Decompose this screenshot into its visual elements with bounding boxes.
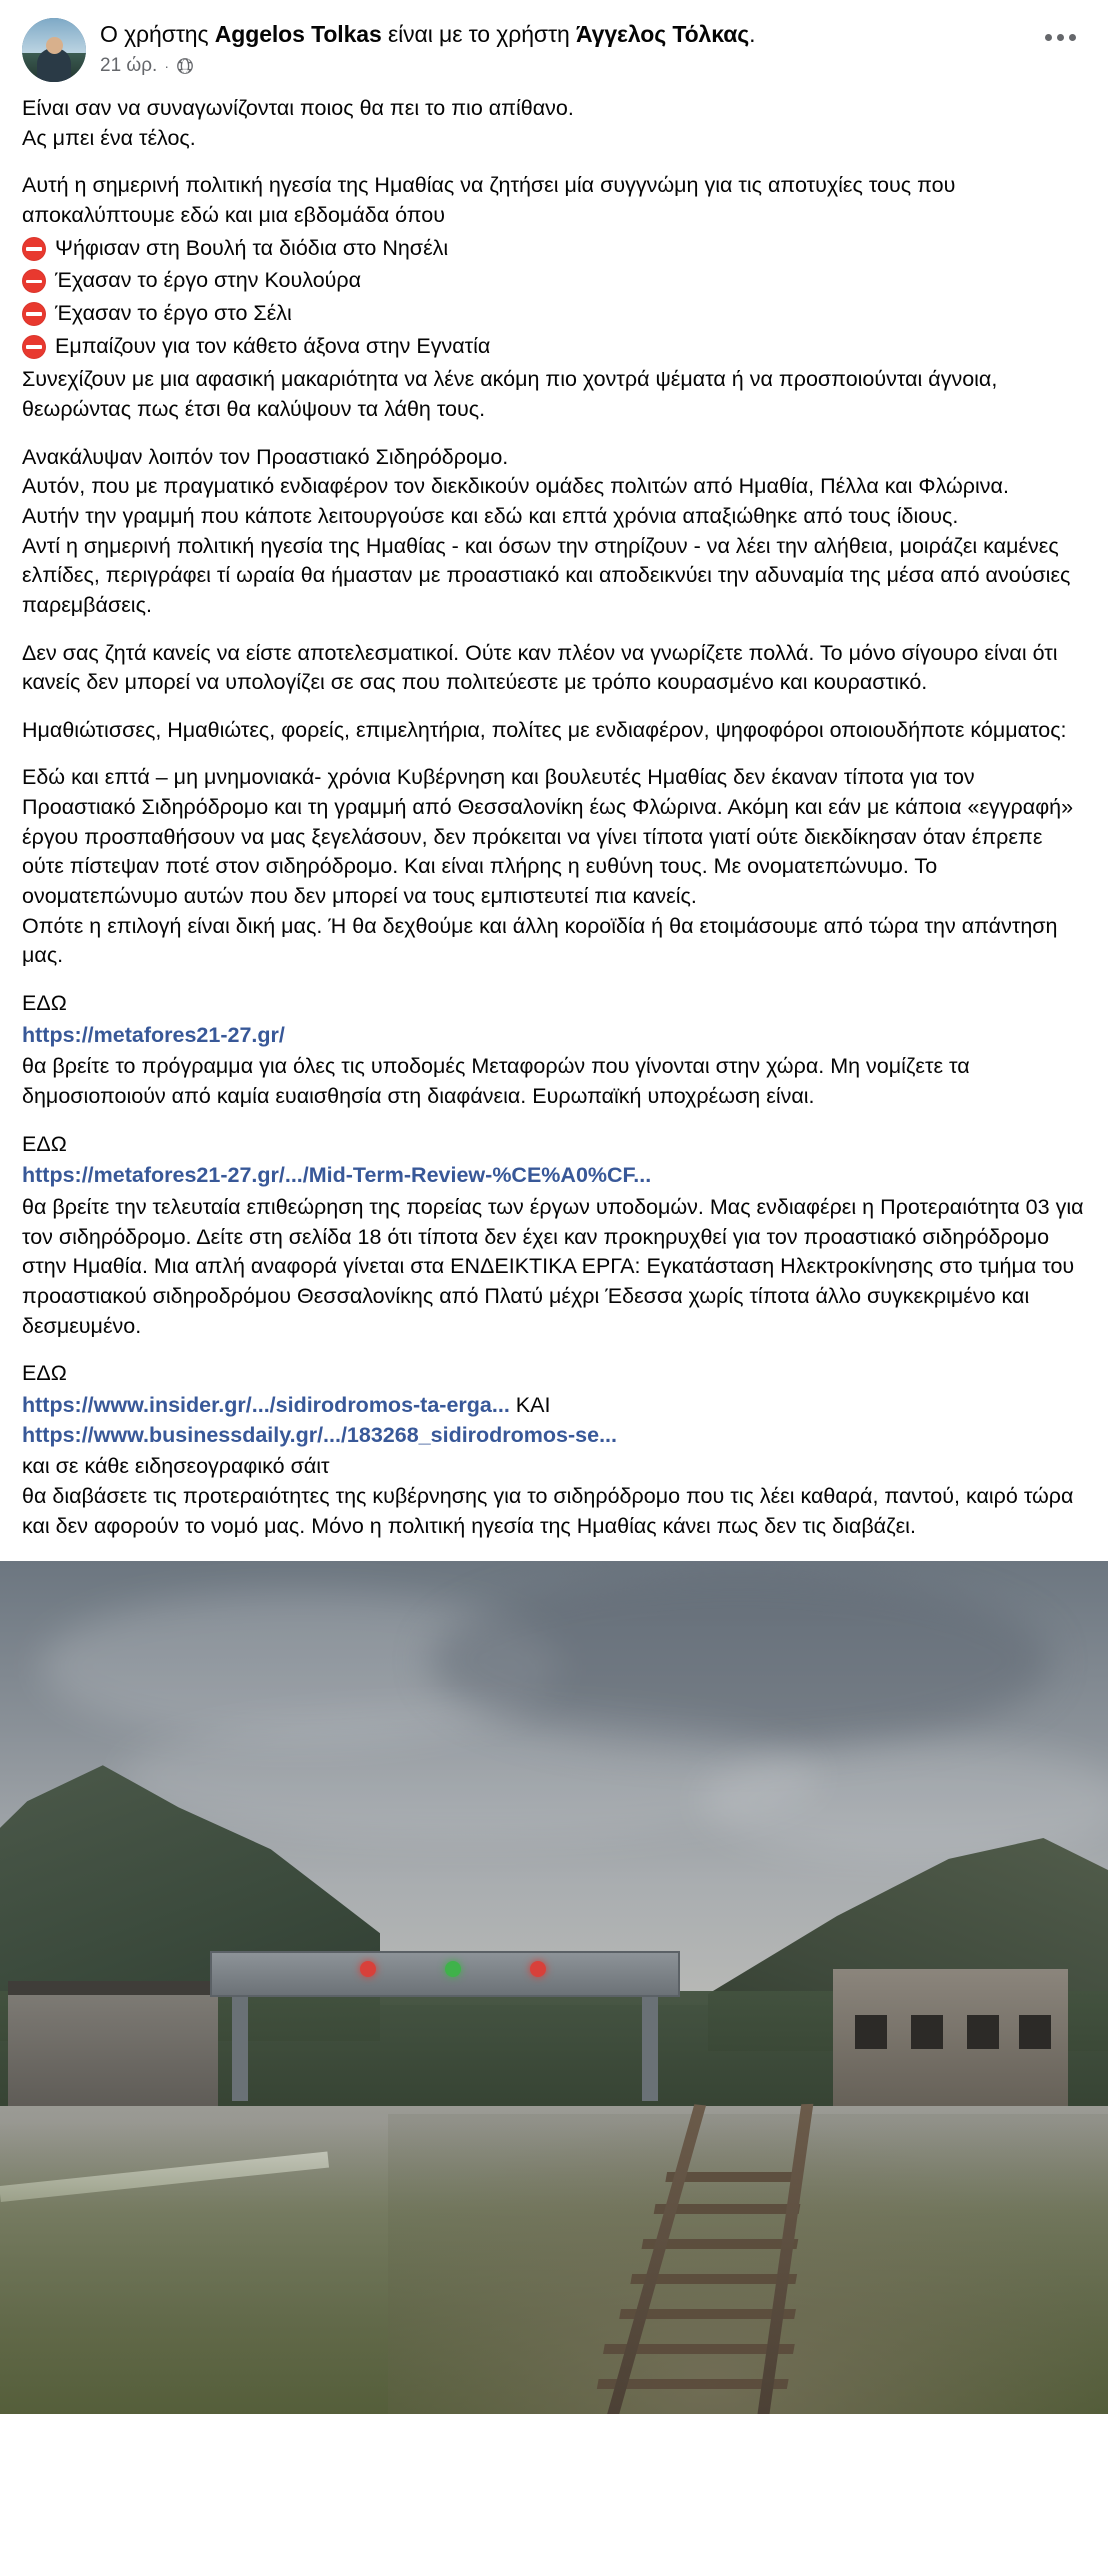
paragraph [22, 716, 1086, 746]
no-entry-icon [22, 237, 46, 261]
list-item-label: Έχασαν το έργο στο Σέλι [55, 300, 292, 325]
byline [100, 20, 1086, 50]
text-line: Ανακάλυψαν λοιπόν τον Προαστιακό Σιδηρόδρομο. [22, 444, 509, 469]
list-item [22, 332, 1086, 362]
photo-gantry-leg [642, 1997, 658, 2101]
text-line: θα βρείτε την τελευταία επιθεώρηση της πορείας των έργων υποδομών. Μας ενδιαφέρει η Προτεραιότητα 03 για τον σιδηρόδρομο. Δείτε στη σελίδα 18 ότι τίποτα δεν έχει καν προκηρυχθεί για τον προαστιακό σιδηρόδρομο στην Ημαθία. Μια απλή αναφορά γίνεται στα ΕΝΔΕΙΚΤΙΚΑ ΕΡΓΑ: Εγκατάσταση Ηλεκτροκίνησης στο τμήμα του προαστιακού σιδηροδρόμου Θεσσαλονίκης από Πλατύ μέχρι Έδεσσα χωρίς τίποτα άλλο συγκεκριμένο και δεσμευμένο. [22, 1195, 1084, 1338]
post-body [0, 86, 1108, 1541]
post-photo[interactable] [0, 1561, 1108, 2414]
paragraph [22, 365, 1086, 424]
no-entry-icon [22, 302, 46, 326]
photo-gantry-leg [232, 1997, 248, 2101]
paragraph [22, 171, 1086, 230]
text-line: και σε κάθε ειδησεογραφικό σάιτ [22, 1454, 330, 1479]
text-line: θα βρείτε το πρόγραμμα για όλες τις υποδομές Μεταφορών που γίνονται στην χώρα. Μη νομίζετε τα δημοσιοποιούν από καμία ευαισθησία στη διαφάνεια. Ευρωπαϊκή υποχρέωση είναι. [22, 1054, 970, 1109]
text-line: Εδώ και επτά – μη μνημονιακά- χρόνια Κυβέρνηση και βουλευτές Ημαθίας δεν έκαναν τίποτα για τον Προαστιακό Σιδηρόδρομο και τη γραμμή από Θεσσαλονίκη έως Φλώρινα. Ακόμη και εάν με κάποια «εγγραφή» έργου προσπαθήσουν να μας ξεγελάσουν, δεν πρόκειται να γίνει τίποτα γιατί ούτε διεκδίκησαν όταν έπρεπε ούτε πίστεψαν ποτέ στον σιδηρόδρομο. Και είναι πλήρης η ευθύνη τους. Με ονοματεπώνυμο. Το ονοματεπώνυμο αυτών που δεν μπορεί να τους εμπιστευτεί πια κανείς. [22, 765, 1074, 909]
text-line: Αυτή η σημερινή πολιτική ηγεσία της Ημαθίας να ζητήσει μία συγγνώμη για τις αποτυχίες τους που αποκαλύπτουμε εδώ και μια εβδομάδα όπου [22, 173, 956, 227]
link-row [22, 1391, 1086, 1421]
timestamp[interactable]: 21 ώρ. [100, 54, 158, 76]
list-item [22, 234, 1086, 264]
post-meta [100, 55, 1086, 77]
byline-prefix: Ο χρήστης [100, 21, 209, 47]
avatar-head [46, 37, 63, 54]
photo-rail [755, 2104, 814, 2414]
coauthor-name[interactable]: Άγγελος Τόλκας [576, 21, 750, 47]
list-item [22, 266, 1086, 296]
list-item-label: Εμπαίζουν για τον κάθετο άξονα στην Εγνατία [55, 333, 491, 358]
more-dot [1045, 34, 1052, 41]
photo-gantry-beam [210, 1951, 680, 1997]
text-line: Ημαθιώτισσες, Ημαθιώτες, φορείς, επιμελητήρια, πολίτες με ενδιαφέρον, ψηφοφόροι οποιουδήποτε κόμματος: [22, 717, 1067, 742]
paragraph [22, 1452, 1086, 1541]
no-entry-icon [22, 335, 46, 359]
bullet-list [22, 234, 1086, 362]
list-item-label: Ψήφισαν στη Βουλή τα διόδια στο Νησέλι [55, 235, 449, 260]
external-link[interactable]: https://www.insider.gr/.../sidirodromos-ta-erga... [22, 1392, 510, 1417]
meta-separator: · [164, 57, 170, 74]
paragraph [22, 1193, 1086, 1341]
photo-window [967, 2015, 999, 2049]
list-item-label: Έχασαν το έργο στην Κουλούρα [55, 268, 362, 293]
text-line: Οπότε η επιλογή είναι δική μας. Ή θα δεχθούμε και άλλη κοροϊδία ή θα ετοιμάσουμε από τώρα την απάντηση μας. [22, 913, 1058, 968]
post-header [0, 0, 1108, 86]
paragraph [22, 1052, 1086, 1111]
link-block [22, 989, 1086, 1112]
text-line: Δεν σας ζητά κανείς να είστε αποτελεσματικοί. Ούτε καν πλέον να γνωρίζετε πολλά. Το μόνο σίγουρο είναι ότι κανείς δεν μπορεί να υπολογίζει σε σας που πολιτεύεστε με τρόπο κουρασμένο και κουραστικό. [22, 640, 1058, 695]
author-name[interactable]: Aggelos Tolkas [214, 21, 382, 47]
no-entry-icon [22, 269, 46, 293]
link-suffix: ΚΑΙ [509, 1392, 551, 1417]
byline-end: . [749, 21, 756, 47]
text-line: θα διαβάσετε τις προτεραιότητες της κυβέρνησης για το σιδηρόδρομο που τις λέει καθαρά, παντού, καιρό τώρα και δεν αφορούν το νομό μας. Μόνο η πολιτική ηγεσία της Ημαθίας κάνει πως δεν τις διαβάζει. [22, 1483, 1074, 1538]
link-block-label: ΕΔΩ [22, 991, 67, 1016]
text-line: Αυτόν, που με πραγματικό ενδιαφέρον τον διεκδικούν ομάδες πολιτών από Ημαθία, Πέλλα και Φλώρινα. [22, 474, 1009, 499]
more-dot [1069, 34, 1076, 41]
text-line: Αντί η σημερινή πολιτική ηγεσία της Ημαθίας - και όσων την στηρίζουν - να λέει την αλήθεια, μοιράζει καμένες ελπίδες, περιγράφει τί ωραία θα ήμασταν με προαστιακό και αποδεικνύει την αδυναμία της μέσα από ανούσιες παρεμβάσεις. [22, 533, 1071, 617]
photo-window [1019, 2015, 1051, 2049]
link-block-label: ΕΔΩ [22, 1361, 67, 1386]
paragraph [22, 443, 1086, 621]
external-link[interactable]: https://metafores21-27.gr/ [22, 1022, 285, 1047]
more-dot [1057, 34, 1064, 41]
text-line: Αυτήν την γραμμή που κάποτε λειτουργούσε και εδώ και επτά χρόνια απαξιώθηκε από τους ίδιους. [22, 503, 959, 528]
byline-mid: είναι με το χρήστη [387, 21, 570, 47]
post-header-text [100, 18, 1086, 77]
photo-rail [602, 2104, 706, 2414]
link-row [22, 1421, 1086, 1451]
link-row [22, 1021, 1086, 1051]
paragraph [22, 763, 1086, 971]
globe-icon[interactable] [176, 57, 194, 75]
text-line: Συνεχίζουν με μια αφασική μακαριότητα να λένε ακόμη πιο χοντρά ψέματα ή να προσποιούνται άγνοια, θεωρώντας πως έτσι θα καλύψουν τα λάθη τους. [22, 367, 998, 421]
more-options-button[interactable] [1038, 22, 1082, 52]
photo-toll-gantry [210, 1951, 680, 2101]
list-item [22, 299, 1086, 329]
paragraph [22, 94, 1086, 153]
photo-window [911, 2015, 943, 2049]
photo-window [855, 2015, 887, 2049]
external-link[interactable]: https://metafores21-27.gr/.../Mid-Term-Review-%CE%A0%CF... [22, 1163, 652, 1188]
avatar[interactable] [22, 18, 86, 82]
link-block-label: ΕΔΩ [22, 1131, 67, 1156]
photo-railway-tracks [419, 2104, 1077, 2414]
external-link[interactable]: https://www.businessdaily.gr/.../183268_sidirodromos-se... [22, 1422, 618, 1447]
paragraph [22, 639, 1086, 698]
link-row [22, 1161, 1086, 1191]
text-line: Είναι σαν να συναγωνίζονται ποιος θα πει το πιο απίθανο. [22, 96, 574, 120]
link-block [22, 1359, 1086, 1541]
link-block [22, 1130, 1086, 1342]
text-line: Ας μπει ένα τέλος. [22, 125, 196, 150]
